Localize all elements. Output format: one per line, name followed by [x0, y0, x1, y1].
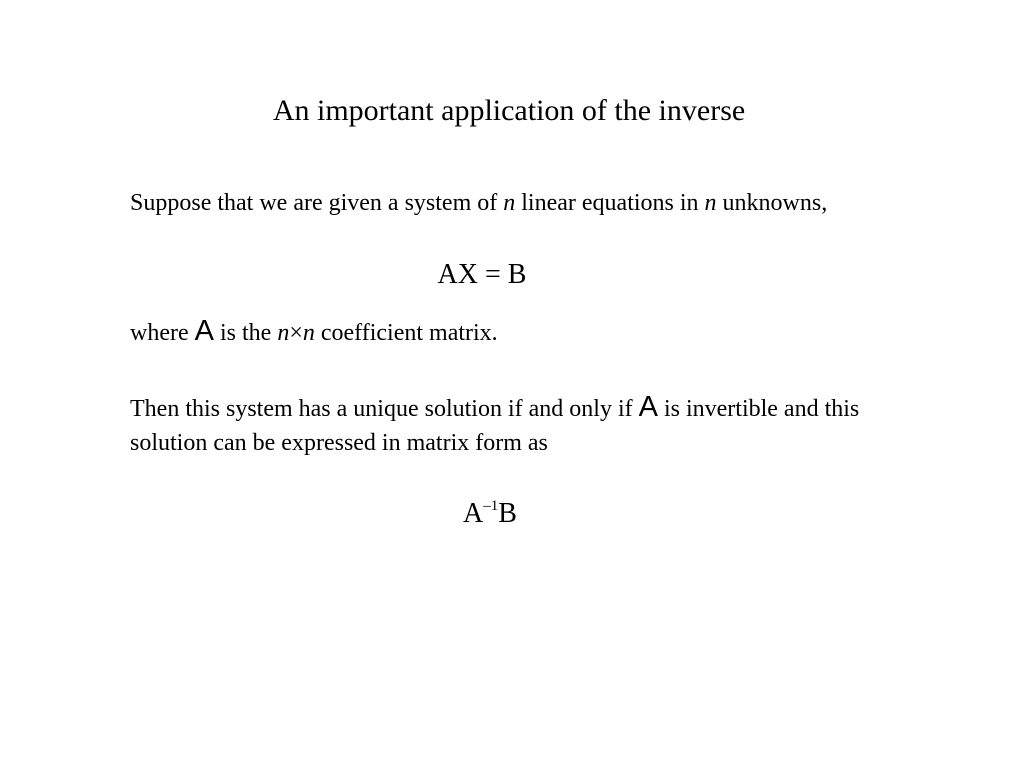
matrix-symbol: A [194, 315, 214, 347]
variable-n: n [277, 320, 290, 346]
variable-n: n [503, 190, 516, 216]
paragraph-unique-solution [130, 390, 910, 460]
equation-ax-equals-b: AX = B [437, 259, 527, 290]
matrix-symbol: A [638, 391, 658, 423]
text: Suppose that we are given a system of [130, 190, 504, 216]
times-symbol: × [289, 320, 303, 346]
text: Then this system has a unique solution if and only if [130, 396, 639, 422]
matrix-symbol: A [463, 498, 484, 529]
matrix-symbol: B [498, 498, 517, 529]
text: linear equations in [515, 190, 705, 216]
equation-inverse-solution [0, 497, 1002, 531]
paragraph-system-intro [130, 186, 910, 220]
text: is the [213, 320, 278, 346]
paragraph-coefficient-matrix [130, 314, 910, 350]
text: coefficient matrix. [314, 320, 498, 346]
inverse-exponent: –1 [483, 498, 499, 514]
text: unknowns, [716, 190, 828, 216]
text: where [130, 320, 195, 346]
variable-n: n [704, 190, 717, 216]
slide-title: An important application of the inverse [272, 94, 746, 127]
text: is invertible and this solution can be expressed in matrix form as [130, 396, 860, 456]
variable-n: n [302, 320, 315, 346]
